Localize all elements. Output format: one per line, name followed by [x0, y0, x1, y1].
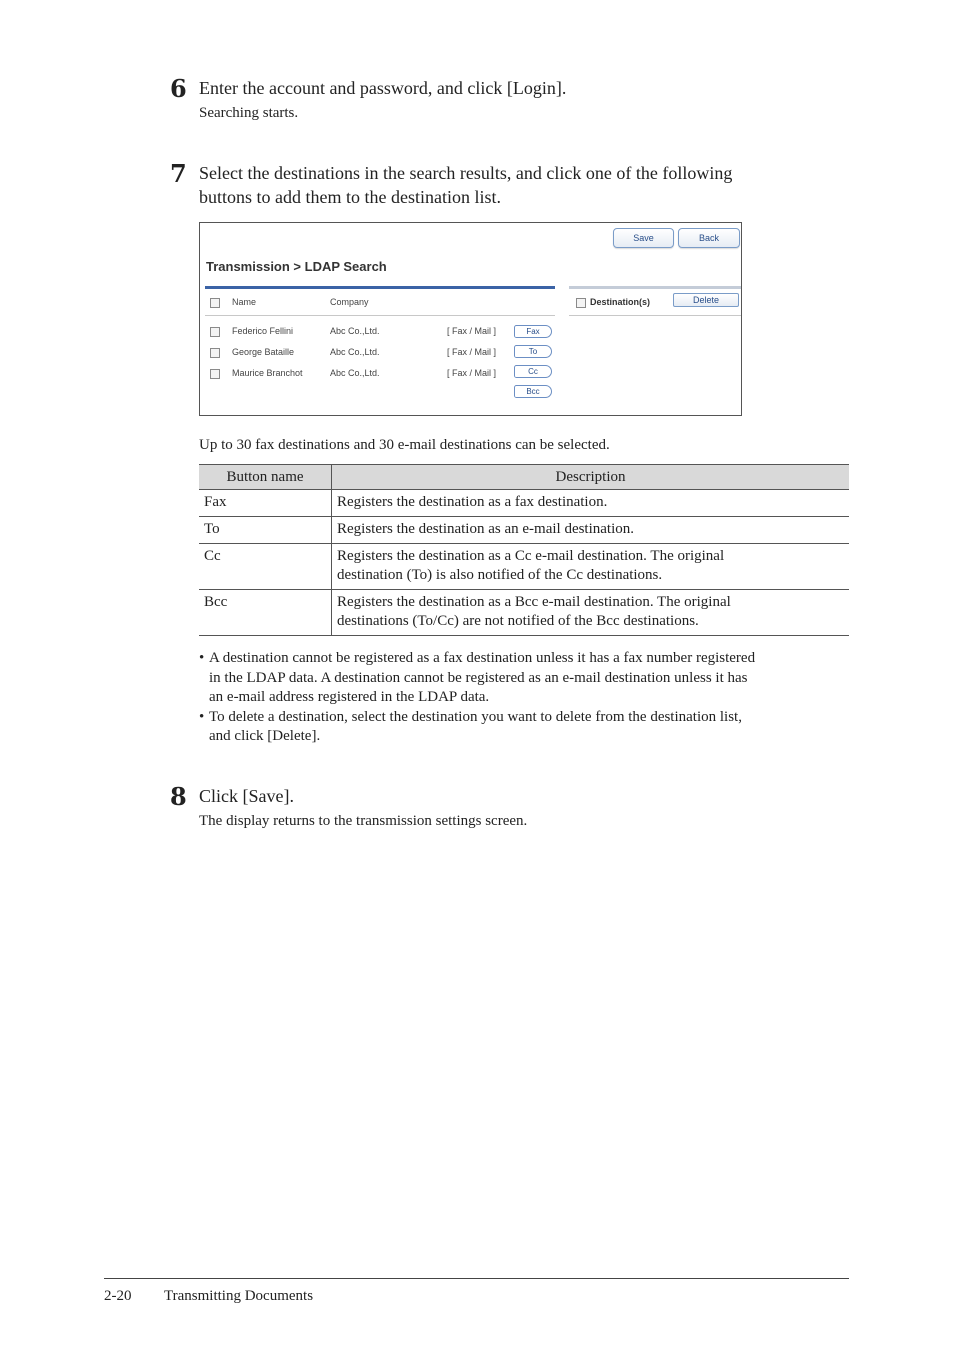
notes-list	[199, 649, 859, 747]
fax-button[interactable]: Fax	[514, 325, 552, 338]
destinations-header: Destination(s)	[590, 297, 651, 307]
to-button[interactable]: To	[514, 345, 552, 358]
footer-divider	[104, 1278, 849, 1279]
page-title: Transmission > LDAP Search	[206, 259, 387, 274]
page-number: 2-20	[104, 1288, 132, 1304]
note-line: in the LDAP data. A destination cannot be registered as an e-mail destination unless it has	[209, 669, 748, 686]
bullet-icon: •	[199, 650, 205, 666]
table-cell-description: Registers the destination as a fax destination.	[332, 490, 850, 517]
step-7-heading-line1: Select the destinations in the search results, and click one of the following	[199, 163, 733, 183]
note-line: an e-mail address registered in the LDAP data.	[209, 689, 490, 705]
table-row	[199, 590, 849, 636]
description-line: destination (To) is also notified of the Cc destinations.	[337, 567, 663, 583]
cc-button[interactable]: Cc	[514, 365, 552, 378]
table-cell-description: Registers the destination as an e-mail destination.	[332, 517, 850, 544]
table-cell-description	[332, 590, 850, 636]
table-header-button-name: Button name	[199, 465, 332, 490]
destinations-header-bar	[569, 286, 741, 289]
table-cell-button: Cc	[199, 544, 332, 590]
select-all-destinations-checkbox[interactable]	[576, 298, 586, 308]
result-type: [ Fax / Mail ]	[447, 347, 497, 357]
result-name: Federico Fellini	[232, 326, 294, 336]
description-line: destinations (To/Cc) are not notified of the Bcc destinations.	[337, 613, 699, 629]
description-line: Registers the destination as a Bcc e-mail destination. The original	[337, 594, 731, 610]
step-6-subtext: Searching starts.	[199, 105, 299, 121]
selection-limit-note: Up to 30 fax destinations and 30 e-mail destinations can be selected.	[199, 437, 610, 453]
row-checkbox[interactable]	[210, 327, 220, 337]
row-checkbox[interactable]	[210, 369, 220, 379]
step-number-6: 6	[170, 74, 187, 103]
table-cell-description	[332, 544, 850, 590]
select-all-checkbox[interactable]	[210, 298, 220, 308]
button-description-table	[199, 464, 849, 636]
table-cell-button: Bcc	[199, 590, 332, 636]
description-line: Registers the destination as a Cc e-mail destination. The original	[337, 548, 725, 564]
step-8-subtext: The display returns to the transmission settings screen.	[199, 813, 528, 829]
row-checkbox[interactable]	[210, 348, 220, 358]
back-button[interactable]: Back	[678, 228, 740, 248]
note-line: A destination cannot be registered as a fax destination unless it has a fax number registered	[209, 650, 756, 666]
table-row	[199, 517, 849, 544]
table-header-description: Description	[332, 465, 850, 490]
ldap-search-screenshot	[199, 222, 742, 416]
step-number-7: 7	[170, 159, 187, 188]
bullet-icon: •	[199, 708, 205, 725]
column-header-name: Name	[232, 297, 257, 307]
step-6-heading: Enter the account and password, and click [Login].	[199, 78, 567, 98]
result-company: Abc Co.,Ltd.	[330, 347, 380, 357]
result-type: [ Fax / Mail ]	[447, 326, 497, 336]
note-line: To delete a destination, select the destination you want to delete from the destination list,	[209, 708, 742, 725]
table-row	[199, 544, 849, 590]
step-7-heading-line2: buttons to add them to the destination list.	[199, 187, 501, 207]
column-header-company: Company	[330, 297, 369, 307]
table-row	[199, 490, 849, 517]
result-type: [ Fax / Mail ]	[447, 368, 497, 378]
step-8-heading: Click [Save].	[199, 786, 294, 806]
table-cell-button: Fax	[199, 490, 332, 517]
table-cell-button: To	[199, 517, 332, 544]
destinations-header-divider	[569, 315, 741, 316]
result-company: Abc Co.,Ltd.	[330, 368, 380, 378]
note-line: and click [Delete].	[209, 728, 321, 744]
note-item	[199, 649, 859, 708]
result-name: George Bataille	[232, 347, 295, 357]
bcc-button[interactable]: Bcc	[514, 385, 552, 398]
delete-button[interactable]: Delete	[673, 293, 739, 307]
title-underline	[205, 286, 555, 289]
result-company: Abc Co.,Ltd.	[330, 326, 380, 336]
step-number-8: 8	[170, 782, 187, 811]
save-button[interactable]: Save	[613, 228, 674, 248]
chapter-title: Transmitting Documents	[164, 1288, 314, 1304]
results-header-divider	[205, 315, 555, 316]
note-item	[199, 708, 859, 747]
table-header-row	[199, 465, 849, 490]
result-name: Maurice Branchot	[232, 368, 303, 378]
